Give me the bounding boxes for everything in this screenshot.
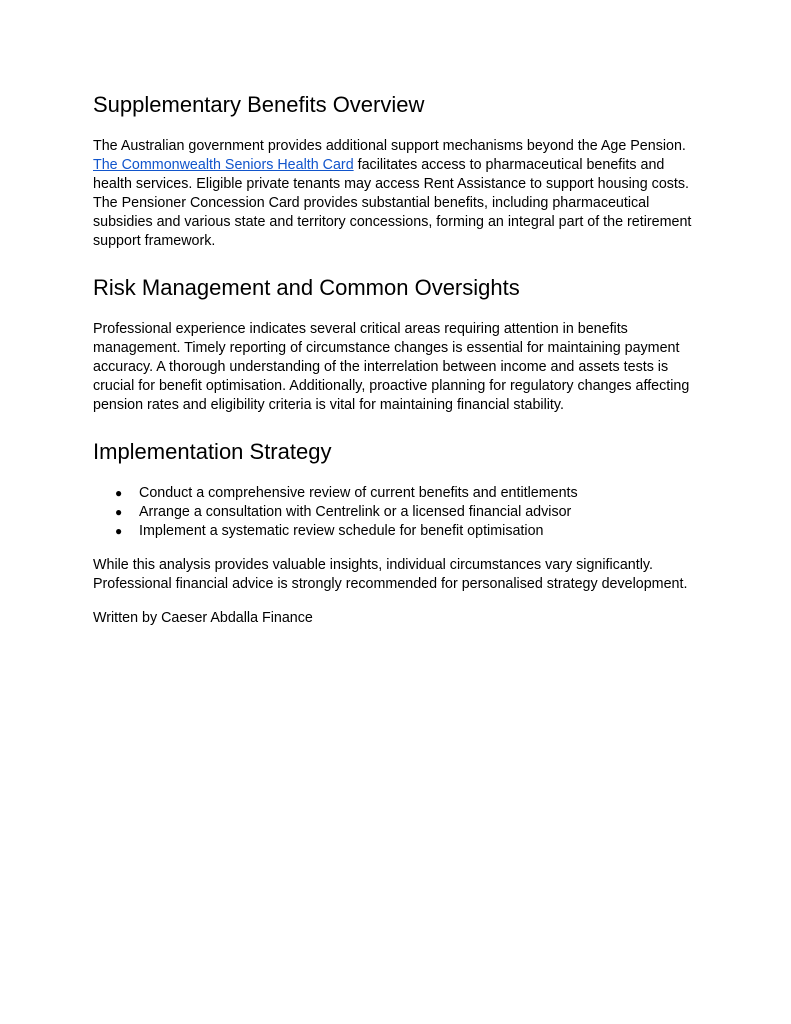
list-item-text: Conduct a comprehensive review of current benefits and entitlements [139, 485, 578, 501]
list-item [93, 522, 697, 541]
paragraph-text-after-link: facilitates access to pharmaceutical benefits and health services. Eligible private tenants may access Rent Assistance to support housing costs. The Pensioner Concession Card provides substantial benefits, including pharmaceutical subsidies and various state and territory concessions, forming an integral part of the retirement support framework. [93, 157, 692, 249]
risk-management-paragraph: Professional experience indicates several critical areas requiring attention in benefits management. Timely reporting of circumstance changes is essential for maintaining payment accuracy. A thorough understanding of the interrelation between income and assets tests is crucial for benefit optimisation. Additionally, proactive planning for regulatory changes affecting pension rates and eligibility criteria is vital for maintaining financial stability. [93, 321, 690, 413]
bullet-icon: ● [115, 486, 123, 500]
bullet-icon: ● [115, 505, 123, 519]
supplementary-benefits-paragraph [93, 137, 697, 251]
section-heading-supplementary-benefits: Supplementary Benefits Overview [93, 92, 425, 117]
section-heading-risk-management: Risk Management and Common Oversights [93, 275, 520, 300]
document-page [93, 90, 697, 628]
list-item-text: Arrange a consultation with Centrelink or a licensed financial advisor [139, 504, 572, 520]
list-item [93, 503, 697, 522]
paragraph-text-before-link: The Australian government provides additional support mechanisms beyond the Age Pension. [93, 138, 686, 154]
byline: Written by Caeser Abdalla Finance [93, 610, 313, 626]
bullet-icon: ● [115, 524, 123, 538]
advice-disclaimer-paragraph: While this analysis provides valuable insights, individual circumstances vary significantly. Professional financial advice is strongly recommended for personalised strategy development. [93, 557, 688, 592]
section-heading-implementation-strategy: Implementation Strategy [93, 439, 332, 464]
list-item-text: Implement a systematic review schedule for benefit optimisation [139, 523, 544, 539]
commonwealth-seniors-health-card-link[interactable]: The Commonwealth Seniors Health Card [93, 157, 354, 173]
list-item [93, 484, 697, 503]
implementation-bullet-list [93, 484, 697, 541]
